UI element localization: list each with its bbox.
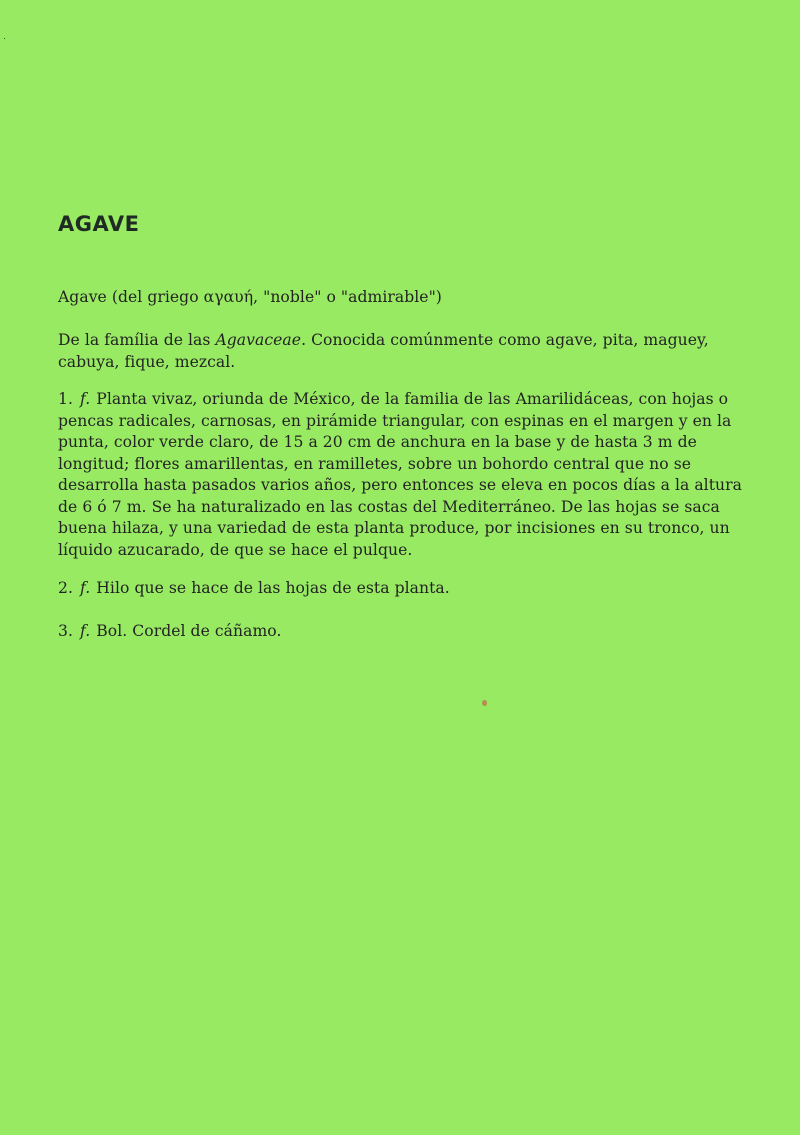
definition-text: Bol. Cordel de cáñamo. <box>96 622 282 640</box>
family-species-name: Agavaceae <box>215 331 302 349</box>
definition-number: 1. <box>58 390 73 408</box>
paper-speck <box>4 38 5 39</box>
definition-number: 3. <box>58 622 73 640</box>
definition-1 <box>58 389 748 561</box>
family-text-after: . Conocida comúnmente como agave, pita, maguey, cabuya, fique, mezcal. <box>58 331 709 371</box>
definition-category: f. <box>80 390 91 408</box>
definition-category: f. <box>80 579 91 597</box>
paper-spot <box>482 700 487 706</box>
definition-text: Hilo que se hace de las hojas de esta planta. <box>96 579 450 597</box>
definition-text: Planta vivaz, oriunda de México, de la familia de las Amarilidáceas, con hojas o pencas radicales, carnosas, en pirámide triangular, con espinas en el margen y en la punta, color verde claro, de 15 a 20 cm de anchura en la base y de hasta 3 m de longitud; flores amarillentas, en ramilletes, sobre un bohordo central que no se desarrolla hasta pasados varios años, pero entonces se eleva en pocos días a la altura de 6 ó 7 m. Se ha naturalizado en las costas del Mediterráneo. De las hojas se saca buena hilaza, y una variedad de esta planta produce, por incisiones en su tronco, un líquido azucarado, de que se hace el pulque. <box>58 390 742 559</box>
etymology-line: Agave (del griego αγαυή, "noble" o "admirable") <box>58 288 442 306</box>
definition-2 <box>58 578 748 600</box>
definition-category: f. <box>80 622 91 640</box>
definition-number: 2. <box>58 579 73 597</box>
page-title: AGAVE <box>58 212 140 236</box>
family-paragraph <box>58 330 748 373</box>
family-text-before: De la família de las <box>58 331 216 349</box>
definition-3 <box>58 621 748 643</box>
